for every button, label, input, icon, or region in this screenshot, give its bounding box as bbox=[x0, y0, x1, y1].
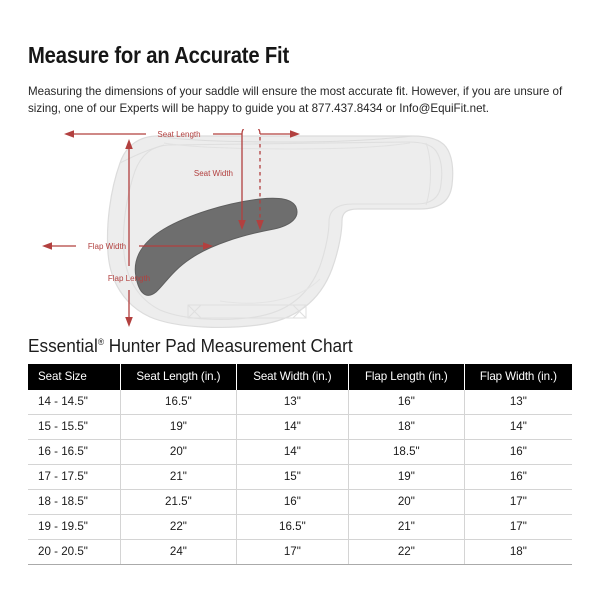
cell-seat-width: 16" bbox=[236, 489, 348, 514]
seat-length-label: Seat Length bbox=[157, 129, 201, 139]
cell-seat-size: 15 - 15.5" bbox=[28, 414, 120, 439]
flap-length-label: Flap Length bbox=[107, 273, 151, 283]
cell-flap-length: 21" bbox=[348, 514, 464, 539]
cell-flap-width: 16" bbox=[464, 439, 572, 464]
cell-flap-width: 18" bbox=[464, 539, 572, 564]
chart-title-rest: Hunter Pad Measurement Chart bbox=[103, 334, 353, 356]
column-header-seat-size: Seat Size bbox=[28, 364, 120, 390]
cell-seat-length: 20" bbox=[120, 439, 236, 464]
cell-flap-length: 18" bbox=[348, 414, 464, 439]
table-row bbox=[28, 539, 572, 564]
column-header-flap-length: Flap Length (in.) bbox=[348, 364, 464, 390]
cell-flap-length: 22" bbox=[348, 539, 464, 564]
cell-seat-width: 13" bbox=[236, 390, 348, 415]
table-row bbox=[28, 464, 572, 489]
cell-seat-width: 14" bbox=[236, 439, 348, 464]
cell-seat-length: 21" bbox=[120, 464, 236, 489]
table-row bbox=[28, 439, 572, 464]
table-row bbox=[28, 514, 572, 539]
cell-flap-length: 18.5" bbox=[348, 439, 464, 464]
size-guide-page bbox=[0, 15, 600, 615]
chart-title bbox=[28, 335, 534, 357]
cell-seat-size: 18 - 18.5" bbox=[28, 489, 120, 514]
header-row bbox=[28, 364, 572, 390]
column-header-seat-width: Seat Width (in.) bbox=[236, 364, 348, 390]
saddle-pad-shape bbox=[108, 133, 455, 327]
intro-paragraph: Measuring the dimensions of your saddle will ensure the most accurate fit. However, if you are unsure of sizing, one of our Experts will be happy to guide you at 877.437.8434 or Info@EquiFit.net. bbox=[28, 85, 563, 115]
cell-flap-length: 20" bbox=[348, 489, 464, 514]
column-header-flap-width: Flap Width (in.) bbox=[464, 364, 572, 390]
chart-title-brand: Essential bbox=[28, 334, 98, 356]
cell-seat-length: 24" bbox=[120, 539, 236, 564]
cell-seat-width: 17" bbox=[236, 539, 348, 564]
cell-seat-size: 20 - 20.5" bbox=[28, 539, 120, 564]
cell-seat-size: 16 - 16.5" bbox=[28, 439, 120, 464]
cell-flap-width: 16" bbox=[464, 464, 572, 489]
cell-flap-width: 17" bbox=[464, 489, 572, 514]
cell-flap-width: 17" bbox=[464, 514, 572, 539]
cell-seat-length: 19" bbox=[120, 414, 236, 439]
cell-seat-width: 16.5" bbox=[236, 514, 348, 539]
page-title: Measure for an Accurate Fit bbox=[28, 42, 290, 69]
cell-seat-width: 14" bbox=[236, 414, 348, 439]
cell-seat-length: 22" bbox=[120, 514, 236, 539]
cell-seat-length: 16.5" bbox=[120, 390, 236, 415]
saddle-pad-measurement-diagram bbox=[28, 129, 572, 329]
cell-flap-length: 16" bbox=[348, 390, 464, 415]
seat-width-label: Seat Width bbox=[193, 168, 233, 178]
table-body bbox=[28, 390, 572, 565]
measurement-chart-table bbox=[28, 364, 572, 565]
flap-width-label: Flap Width bbox=[87, 241, 127, 251]
table-row bbox=[28, 489, 572, 514]
cell-flap-width: 14" bbox=[464, 414, 572, 439]
cell-seat-size: 14 - 14.5" bbox=[28, 390, 120, 415]
table-row bbox=[28, 390, 572, 415]
cell-seat-length: 21.5" bbox=[120, 489, 236, 514]
cell-flap-width: 13" bbox=[464, 390, 572, 415]
cell-seat-size: 17 - 17.5" bbox=[28, 464, 120, 489]
table-header bbox=[28, 364, 572, 390]
cell-seat-width: 15" bbox=[236, 464, 348, 489]
diagram-svg bbox=[28, 129, 572, 329]
registered-mark-icon: ® bbox=[97, 336, 104, 347]
table-row bbox=[28, 414, 572, 439]
cell-seat-size: 19 - 19.5" bbox=[28, 514, 120, 539]
cell-flap-length: 19" bbox=[348, 464, 464, 489]
column-header-seat-length: Seat Length (in.) bbox=[120, 364, 236, 390]
